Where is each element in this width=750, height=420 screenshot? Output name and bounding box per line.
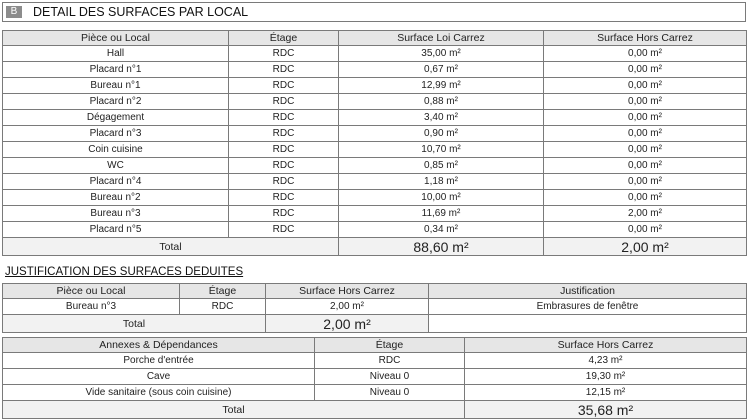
col-header-carrez: Surface Loi Carrez (339, 31, 544, 46)
section-title: DETAIL DES SURFACES PAR LOCAL (33, 5, 249, 19)
cell-carrez: 35,00 m² (339, 46, 544, 62)
cell-etage: RDC (229, 158, 339, 174)
table-row (3, 62, 747, 78)
total-hors-carrez: 35,68 m² (465, 401, 747, 419)
cell-etage: RDC (315, 353, 465, 369)
cell-hors: 0,00 m² (544, 142, 747, 158)
cell-carrez: 10,70 m² (339, 142, 544, 158)
cell-carrez: 10,00 m² (339, 190, 544, 206)
cell-hors: 4,23 m² (465, 353, 747, 369)
cell-hors: 2,00 m² (544, 206, 747, 222)
surfaces-table (2, 30, 747, 256)
cell-carrez: 0,34 m² (339, 222, 544, 238)
cell-piece: Porche d'entrée (3, 353, 315, 369)
total-label: Total (3, 238, 339, 256)
total-empty-cell (429, 315, 747, 333)
cell-hors: 0,00 m² (544, 222, 747, 238)
col-header-piece: Pièce ou Local (3, 31, 229, 46)
cell-carrez: 0,88 m² (339, 94, 544, 110)
cell-hors: 0,00 m² (544, 174, 747, 190)
cell-piece: Vide sanitaire (sous coin cuisine) (3, 385, 315, 401)
total-carrez: 88,60 m² (339, 238, 544, 256)
cell-piece: WC (3, 158, 229, 174)
cell-piece: Coin cuisine (3, 142, 229, 158)
total-hors-carrez: 2,00 m² (544, 238, 747, 256)
cell-carrez: 0,85 m² (339, 158, 544, 174)
cell-piece: Placard n°5 (3, 222, 229, 238)
col-header-hors-carrez: Surface Hors Carrez (544, 31, 747, 46)
col-header-hors-carrez: Surface Hors Carrez (465, 338, 747, 353)
table-row (3, 190, 747, 206)
cell-piece: Placard n°1 (3, 62, 229, 78)
cell-hors: 0,00 m² (544, 126, 747, 142)
cell-piece: Cave (3, 369, 315, 385)
annexes-header-row (3, 338, 747, 353)
table-row (3, 142, 747, 158)
section-header (2, 2, 746, 22)
cell-etage: RDC (229, 190, 339, 206)
cell-etage: RDC (180, 299, 266, 315)
section-badge: B (6, 6, 22, 18)
col-header-annexes: Annexes & Dépendances (3, 338, 315, 353)
cell-hors: 2,00 m² (266, 299, 429, 315)
cell-piece: Bureau n°3 (3, 206, 229, 222)
cell-etage: RDC (229, 62, 339, 78)
table-row (3, 158, 747, 174)
justification-title: JUSTIFICATION DES SURFACES DEDUITES (5, 266, 244, 278)
cell-etage: RDC (229, 126, 339, 142)
justification-header-row (3, 284, 747, 299)
cell-hors: 0,00 m² (544, 190, 747, 206)
table-row (3, 369, 747, 385)
cell-carrez: 0,90 m² (339, 126, 544, 142)
cell-hors: 0,00 m² (544, 110, 747, 126)
cell-etage: Niveau 0 (315, 369, 465, 385)
table-row (3, 46, 747, 62)
col-header-hors-carrez: Surface Hors Carrez (266, 284, 429, 299)
cell-hors: 0,00 m² (544, 158, 747, 174)
cell-etage: RDC (229, 94, 339, 110)
cell-justification: Embrasures de fenêtre (429, 299, 747, 315)
cell-piece: Bureau n°2 (3, 190, 229, 206)
total-label: Total (3, 401, 465, 419)
cell-hors: 0,00 m² (544, 94, 747, 110)
table-row (3, 174, 747, 190)
cell-etage: RDC (229, 174, 339, 190)
cell-carrez: 3,40 m² (339, 110, 544, 126)
cell-etage: RDC (229, 206, 339, 222)
cell-hors: 0,00 m² (544, 78, 747, 94)
col-header-etage: Étage (180, 284, 266, 299)
col-header-etage: Étage (315, 338, 465, 353)
cell-hors: 0,00 m² (544, 62, 747, 78)
cell-piece: Hall (3, 46, 229, 62)
cell-carrez: 11,69 m² (339, 206, 544, 222)
table-row (3, 299, 747, 315)
surfaces-header-row (3, 31, 747, 46)
table-row (3, 126, 747, 142)
surfaces-total-row (3, 238, 747, 256)
cell-piece: Placard n°3 (3, 126, 229, 142)
cell-etage: RDC (229, 78, 339, 94)
table-row (3, 78, 747, 94)
total-label: Total (3, 315, 266, 333)
table-row (3, 353, 747, 369)
cell-hors: 12,15 m² (465, 385, 747, 401)
cell-piece: Bureau n°1 (3, 78, 229, 94)
annexes-table (2, 337, 747, 419)
cell-piece: Bureau n°3 (3, 299, 180, 315)
cell-etage: RDC (229, 46, 339, 62)
justification-table (2, 283, 747, 333)
cell-carrez: 1,18 m² (339, 174, 544, 190)
total-hors-carrez: 2,00 m² (266, 315, 429, 333)
cell-hors: 0,00 m² (544, 46, 747, 62)
col-header-justification: Justification (429, 284, 747, 299)
cell-etage: Niveau 0 (315, 385, 465, 401)
justification-total-row (3, 315, 747, 333)
cell-etage: RDC (229, 222, 339, 238)
cell-piece: Placard n°4 (3, 174, 229, 190)
cell-hors: 19,30 m² (465, 369, 747, 385)
cell-piece: Dégagement (3, 110, 229, 126)
cell-piece: Placard n°2 (3, 94, 229, 110)
cell-etage: RDC (229, 142, 339, 158)
cell-carrez: 0,67 m² (339, 62, 544, 78)
cell-etage: RDC (229, 110, 339, 126)
table-row (3, 206, 747, 222)
table-row (3, 94, 747, 110)
cell-carrez: 12,99 m² (339, 78, 544, 94)
col-header-piece: Pièce ou Local (3, 284, 180, 299)
table-row (3, 385, 747, 401)
table-row (3, 110, 747, 126)
annexes-total-row (3, 401, 747, 419)
col-header-etage: Étage (229, 31, 339, 46)
table-row (3, 222, 747, 238)
